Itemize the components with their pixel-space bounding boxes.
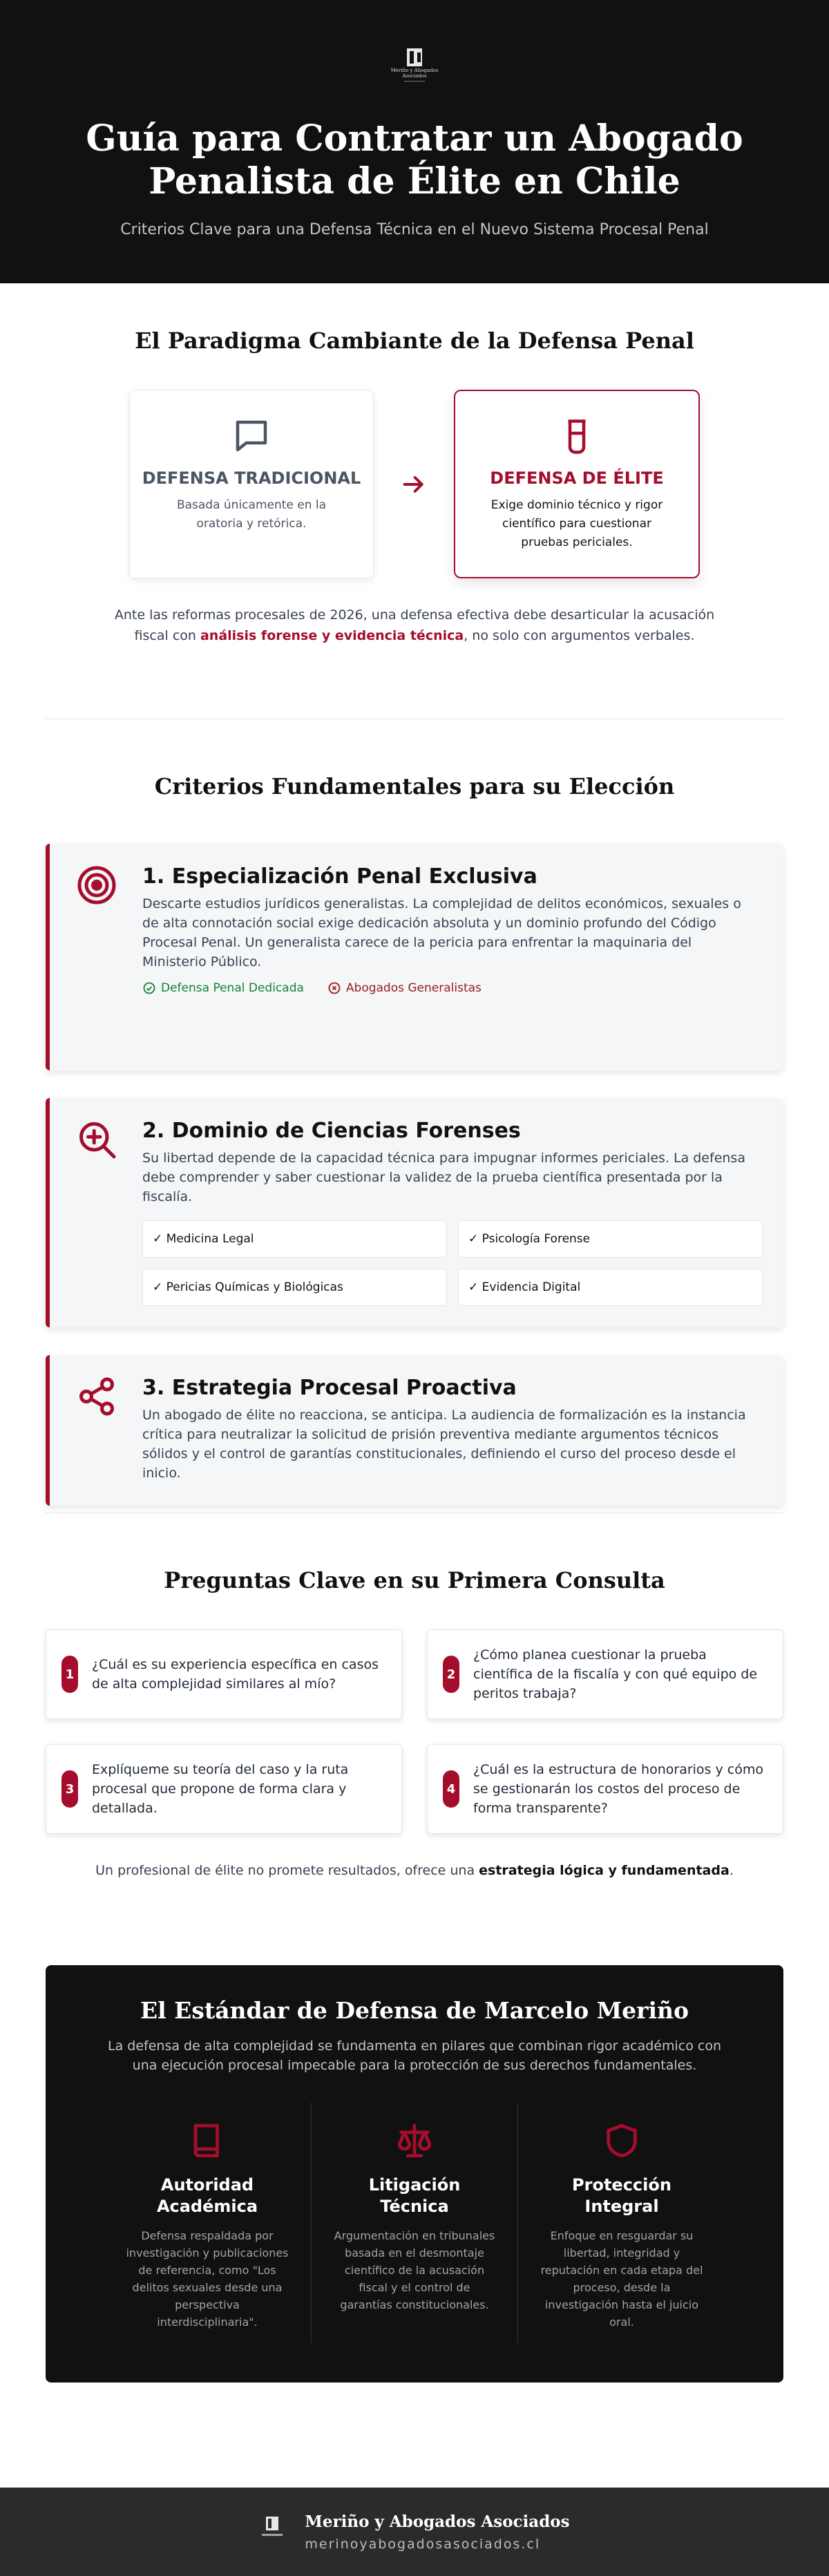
pillars-row [46, 2103, 783, 2343]
criterion-title: 3. Estrategia Procesal Proactiva [142, 1376, 517, 1400]
criterion-title: 2. Dominio de Ciencias Forenses [142, 1119, 521, 1143]
tag-recommended [142, 981, 304, 995]
criterion-text: Un abogado de élite no reacciona, se anticipa. La audiencia de formalización es la instancia crítica para neutralizar la solicitud de prisión preventiva mediante argumentos técnicos sólidos y el control de garantías constitucionales, definiendo el curso del proceso desde el inicio. [142, 1408, 746, 1481]
paradigm-text-start: Ante las reformas procesales de 2026, una defensa efectiva debe desarticular la acusación fiscal con [114, 607, 715, 643]
firm-logo [390, 48, 439, 94]
traditional-title: DEFENSA TRADICIONAL [142, 468, 361, 488]
question-text: ¿Cómo planea cuestionar la prueba científica de la fiscalía y con qué equipo de peritos trabaja? [473, 1647, 758, 1701]
questions-footer-note [0, 1863, 829, 1878]
footer-website-link[interactable]: merinoyabogadosasociados.cl [305, 2536, 541, 2552]
question-text: ¿Cuál es la estructura de honorarios y cómo se gestionarán los costos del proceso de forma transparente? [473, 1762, 763, 1816]
x-circle-icon [327, 981, 341, 995]
paradigm-comparison [0, 390, 829, 578]
share-network-icon [76, 1376, 117, 1417]
standard-intro: La defensa de alta complejidad se fundamenta en pilares que combinan rigor académico con una ejecución procesal impecable para la protección de sus derechos fundamentales. [108, 2038, 721, 2073]
criteria-section [0, 719, 829, 1513]
pillar-text: Enfoque en resguardar su libertad, integridad y reputación en cada etapa del proceso, desde la investigación hasta el juicio oral. [540, 2229, 703, 2329]
criterion-text: Descarte estudios jurídicos generalistas. La complejidad de delitos económicos, sexuales o de alta connotación social exige dedicación absoluta y un dominio profundo del Código Procesal Penal. Un generalista carece de la pericia para enfrentar la maquinaria del Ministerio Público. [142, 896, 741, 969]
elite-text: Exige dominio técnico y rigor científico para cuestionar pruebas periciales. [490, 498, 663, 549]
pillar-title: Autoridad Académica [156, 2175, 258, 2216]
page-footer [0, 2488, 829, 2576]
target-icon [76, 864, 117, 906]
specialty-chip: ✓ Pericias Químicas y Biológicas [142, 1269, 447, 1306]
logo-mark-icon [407, 48, 422, 66]
question-card [427, 1629, 783, 1719]
question-number-badge: 2 [443, 1656, 459, 1693]
standard-title: El Estándar de Defensa de Marcelo Meriño [140, 1997, 689, 2024]
footer-firm-name: Meriño y Abogados Asociados [305, 2512, 570, 2531]
footer-brand [305, 2512, 569, 2552]
questions-section [0, 1513, 829, 1942]
book-icon [187, 2121, 227, 2161]
paradigm-section [0, 283, 829, 719]
question-text: ¿Cuál es su experiencia específica en casos de alta complejidad similares al mío? [92, 1657, 379, 1692]
pillar-technical-litigation [311, 2103, 518, 2343]
criterion-title: 1. Especialización Penal Exclusiva [142, 864, 537, 889]
note-text-bold: estrategia lógica y fundamentada [479, 1863, 730, 1878]
scales-icon [394, 2121, 435, 2161]
pillar-text: Argumentación en tribunales basada en el desmontaje científico de la acusación fiscal y el control de garantías constitucionales. [334, 2229, 495, 2311]
question-card [46, 1744, 402, 1834]
footer-logo-icon [259, 2517, 285, 2547]
page-subtitle: Criterios Clave para una Defensa Técnica en el Nuevo Sistema Procesal Penal [120, 221, 709, 238]
criterion-card-strategy [46, 1355, 783, 1506]
specialty-chip: ✓ Psicología Forense [458, 1220, 763, 1258]
logo-text: Meriño y Abogados Asociados [390, 68, 439, 79]
pillar-title: Litigación Técnica [368, 2175, 461, 2216]
specialty-chip: ✓ Evidencia Digital [458, 1269, 763, 1306]
standard-panel [46, 1965, 783, 2383]
traditional-text: Basada únicamente en la oratoria y retórica. [176, 498, 327, 531]
questions-title: Preguntas Clave en su Primera Consulta [164, 1567, 665, 1593]
shield-icon [602, 2121, 642, 2161]
pillar-title: Protección Integral [572, 2175, 671, 2216]
criterion-tags [142, 981, 756, 995]
beaker-icon [556, 416, 598, 457]
standard-section [0, 1942, 829, 2488]
page-title: Guía para Contratar un Abogado Penalista de Élite en Chile [86, 117, 743, 202]
tag-discouraged-label: Abogados Generalistas [345, 981, 482, 995]
pillar-text: Defensa respaldada por investigación y publicaciones de referencia, como "Los delitos sexuales desde una perspectiva interdisciplinaria". [126, 2229, 289, 2329]
pillar-academic-authority [104, 2103, 311, 2343]
criterion-text: Su libertad depende de la capacidad técnica para impugnar informes periciales. La defensa debe comprender y saber cuestionar la validez de la prueba científica presentada por la fiscalía. [142, 1150, 745, 1204]
elite-title: DEFENSA DE ÉLITE [490, 468, 664, 488]
questions-grid [46, 1629, 783, 1834]
paradigm-text-end: , no solo con argumentos verbales. [464, 628, 695, 643]
question-number-badge: 4 [443, 1770, 459, 1808]
chat-bubble-icon [231, 415, 272, 457]
check-circle-icon [142, 981, 156, 995]
note-text-end: . [729, 1863, 734, 1878]
paradigm-description [111, 605, 718, 646]
question-card [46, 1629, 402, 1719]
pillar-integral-protection [518, 2103, 725, 2343]
criterion-card-forensics [46, 1098, 783, 1327]
elite-defense-card [454, 390, 700, 578]
logo-underline [404, 81, 425, 82]
criterion-card-specialization [46, 844, 783, 1070]
arrow-right-icon [374, 471, 454, 498]
magnifier-plus-icon [76, 1119, 117, 1160]
question-card [427, 1744, 783, 1834]
criteria-title: Criterios Fundamentales para su Elección [154, 773, 675, 799]
hero-header [0, 0, 829, 283]
traditional-defense-card [129, 390, 374, 578]
specialty-chip: ✓ Medicina Legal [142, 1220, 447, 1258]
tag-recommended-label: Defensa Penal Dedicada [161, 981, 304, 995]
question-number-badge: 3 [61, 1770, 78, 1808]
paradigm-text-highlight: análisis forense y evidencia técnica [200, 628, 464, 643]
note-text-start: Un profesional de élite no promete resultados, ofrece una [95, 1863, 479, 1878]
question-text: Explíqueme su teoría del caso y la ruta procesal que propone de forma clara y detallada. [92, 1762, 349, 1816]
paradigm-title: El Paradigma Cambiante de la Defensa Penal [135, 328, 694, 354]
forensic-specialties [142, 1220, 756, 1306]
tag-discouraged [327, 981, 482, 995]
question-number-badge: 1 [61, 1656, 78, 1693]
